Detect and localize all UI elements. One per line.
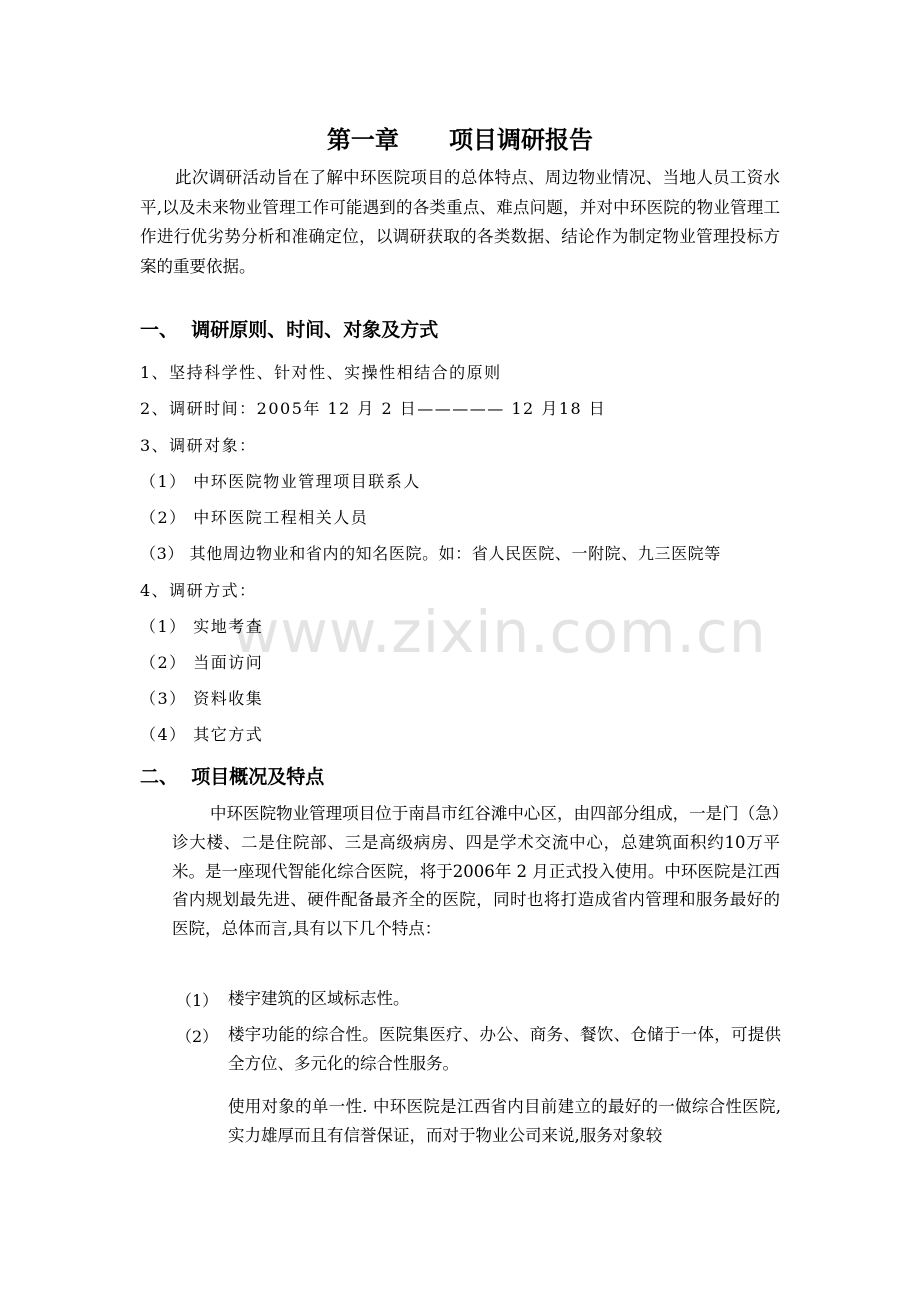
method-heading: 4、调研方式：: [140, 581, 257, 600]
method-item-2: （2） 当面访问: [140, 653, 264, 672]
section-heading-1: 一、 调研原则、时间、对象及方式: [140, 319, 439, 341]
feature-text-2: 楼宇功能的综合性。医院集医疗、办公、商务、餐饮、仓储于一体，可提供全方位、多元化的综合性服务。: [228, 1025, 781, 1073]
section-heading-2: 二、 项目概况及特点: [140, 766, 325, 788]
feature-number-2: （2）: [176, 1027, 219, 1046]
chapter-title: 第一章 项目调研报告: [326, 126, 594, 154]
overview-paragraph: 中环医院物业管理项目位于南昌市红谷滩中心区，由四部分组成，一是门（急）诊大楼、二是住院部、三是高级病房、四是学术交流中心，总建筑面积约10万平米。是一座现代智能化综合医院，将于2006年 2 月正式投入使用。中环医院是江西省内规划最先进、硬件配备最齐全的医院，同时也将打造成省内管理和服务最好的医院，总体而言,具有以下几个特点：: [172, 804, 780, 939]
feature-text-1: 楼宇建筑的区域标志性。: [228, 989, 410, 1008]
method-item-3: （3） 资料收集: [140, 689, 264, 708]
watermark: www.zixin.com.cn: [232, 598, 767, 666]
target-heading: 3、调研对象：: [140, 436, 257, 455]
target-item-2: （2） 中环医院工程相关人员: [140, 508, 369, 527]
principle-line: 1、坚持科学性、针对性、实操性相结合的原则: [140, 363, 502, 382]
target-item-1: （1） 中环医院物业管理项目联系人: [140, 472, 421, 491]
feature-text-3: 使用对象的单一性. 中环医院是江西省内目前建立的最好的一做综合性医院,实力雄厚而且有信誉保证，而对于物业公司来说,服务对象较: [228, 1097, 781, 1145]
method-item-1: （1） 实地考查: [140, 617, 264, 636]
feature-number-1: （1）: [176, 991, 219, 1010]
target-item-3: （3） 其他周边物业和省内的知名医院。如：省人民医院、一附院、九三医院等: [140, 544, 721, 563]
time-line: 2、调研时间：2005年 12 月 2 日————— 12 月18 日: [140, 399, 607, 418]
intro-paragraph: 此次调研活动旨在了解中环医院项目的总体特点、周边物业情况、当地人员工资水平,以及未来物业管理工作可能遇到的各类重点、难点问题，并对中环医院的物业管理工作进行优劣势分析和准确定位，以调研获取的各类数据、结论作为制定物业管理投标方案的重要依据。: [140, 168, 780, 276]
method-item-4: （4） 其它方式: [140, 725, 264, 744]
